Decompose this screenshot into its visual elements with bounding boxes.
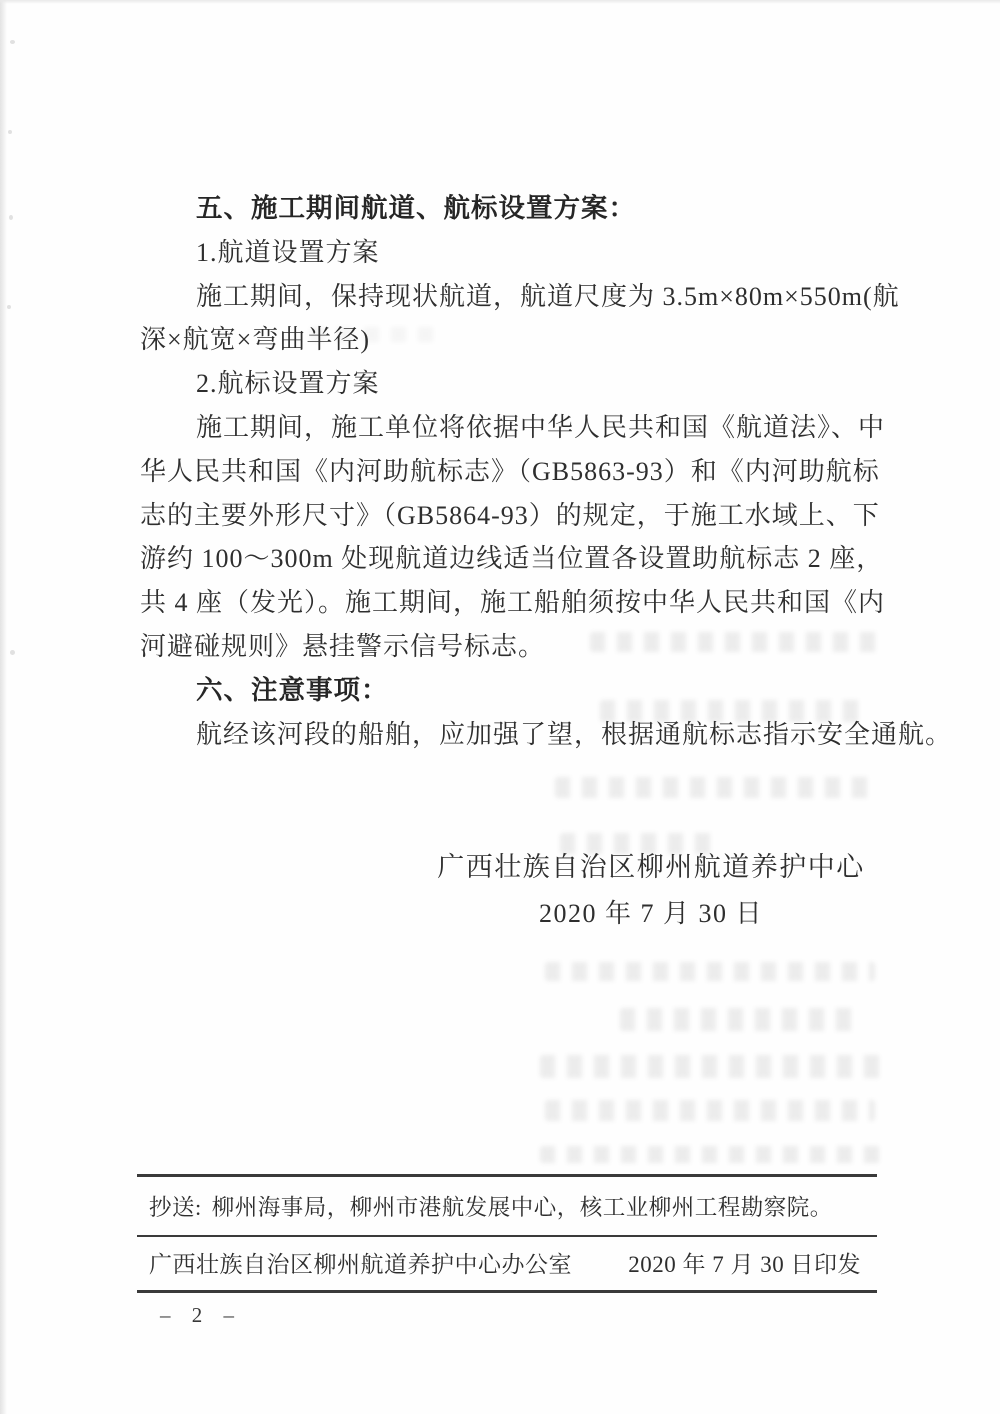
bleedthrough-mark	[545, 962, 875, 981]
section5-para2-line: 游约 100～300m 处现航道边线适当位置各设置助航标志 2 座，	[140, 544, 884, 574]
bleedthrough-mark	[540, 1055, 880, 1078]
section5-para1-line: 深×航宽×弯曲半径)	[140, 325, 370, 355]
page-number: – 2 –	[160, 1303, 242, 1327]
document-body	[140, 187, 953, 756]
cc-label: 抄送:	[149, 1195, 202, 1220]
signature-date: 2020 年 7 月 30 日	[538, 899, 763, 928]
section5-para2-line: 共 4 座（发光）。施工期间，施工船舶须按中华人民共和国《内	[140, 588, 886, 618]
scan-edge-shadow-top	[0, 0, 1000, 4]
scan-speck	[8, 130, 12, 134]
scan-speck	[10, 40, 15, 44]
cc-line	[137, 1177, 877, 1235]
issuer-line	[137, 1237, 877, 1290]
section5-para1-line: 施工期间，保持现状航道，航道尺度为 3.5m×80m×550m(航	[196, 281, 900, 311]
scan-edge-shadow	[0, 0, 7, 1414]
document-footer	[137, 1174, 877, 1293]
section5-sub2-title: 2.航标设置方案	[196, 369, 380, 399]
section5-sub1-title: 1.航道设置方案	[196, 237, 380, 267]
cc-recipients: 柳州海事局，柳州市港航发展中心，核工业柳州工程勘察院。	[211, 1195, 833, 1220]
scan-speck	[10, 650, 15, 655]
section6-heading: 六、注意事项：	[196, 674, 389, 705]
print-date: 2020 年 7 月 30 日印发	[628, 1252, 861, 1277]
signature-block	[420, 845, 882, 936]
signature-organization: 广西壮族自治区柳州航道养护中心	[437, 852, 865, 882]
section5-para2-line: 华人民共和国《内河助航标志》（GB5863-93）和《内河助航标	[140, 456, 880, 486]
scan-speck	[7, 305, 11, 309]
section5-heading: 五、施工期间航道、航标设置方案：	[196, 193, 636, 223]
section5-para2-line: 志的主要外形尺寸》（GB5864-93）的规定，于施工水域上、下	[140, 500, 880, 530]
scan-speck	[9, 215, 13, 220]
bleedthrough-mark	[545, 1100, 875, 1121]
issuer-office: 广西壮族自治区柳州航道养护中心办公室	[149, 1252, 572, 1277]
bleedthrough-mark	[555, 777, 875, 798]
section5-para2-line: 施工期间，施工单位将依据中华人民共和国《航道法》、中	[196, 412, 886, 442]
footer-rule-bottom	[137, 1290, 877, 1293]
section6-para: 航经该河段的船舶，应加强了望，根据通航标志指示安全通航。	[196, 719, 953, 749]
bleedthrough-mark	[540, 1146, 880, 1163]
bleedthrough-mark	[620, 1008, 860, 1031]
section5-para2-line: 河避碰规则》悬挂警示信号标志。	[140, 631, 546, 661]
